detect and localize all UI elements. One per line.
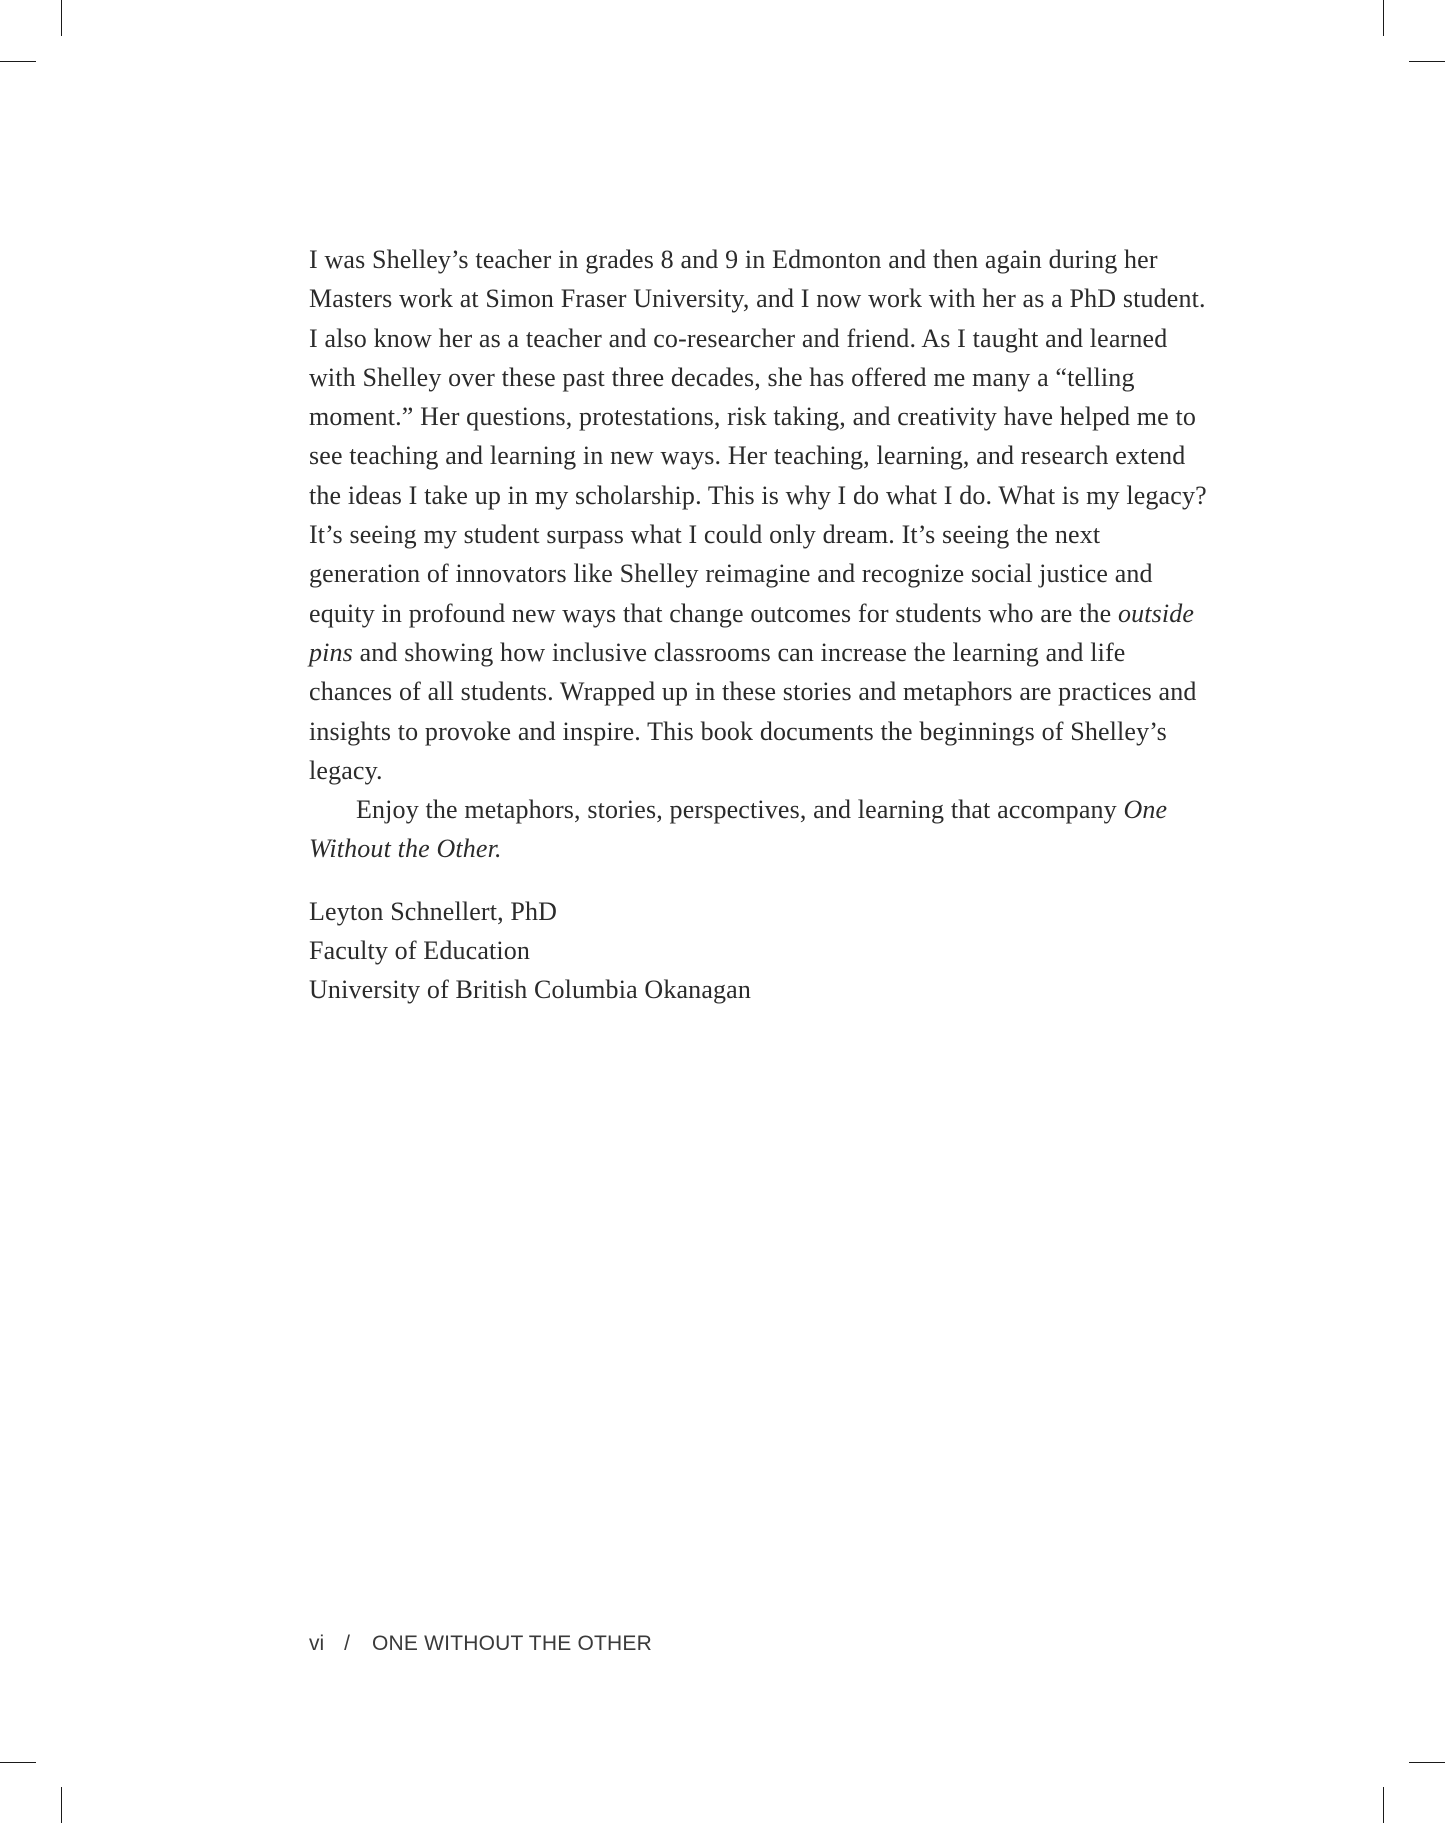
paragraph-1-italic-term: outside pins: [309, 598, 1195, 667]
footer-separator: /: [344, 1632, 351, 1655]
crop-mark-top-left-vertical: [61, 0, 62, 36]
body-paragraph-1: [309, 240, 1209, 790]
page-number: vi: [309, 1632, 325, 1655]
crop-mark-bottom-right-horizontal: [1409, 1762, 1445, 1763]
book-title: One Without the Other.: [309, 795, 1168, 864]
signature-institution: University of British Columbia Okanagan: [309, 975, 752, 1005]
crop-mark-bottom-left-vertical: [61, 1787, 62, 1823]
paragraph-2-text: Enjoy the metaphors, stories, perspectives, and learning that accompany: [356, 795, 1124, 825]
page-footer: [309, 1632, 652, 1656]
running-title: ONE WITHOUT THE OTHER: [372, 1632, 652, 1655]
signature-department: Faculty of Education: [309, 936, 531, 966]
signature-block: [309, 892, 1209, 1010]
crop-mark-top-right-vertical: [1383, 0, 1384, 36]
crop-mark-bottom-right-vertical: [1383, 1787, 1384, 1823]
page-body: [309, 240, 1209, 1010]
crop-mark-bottom-left-horizontal: [0, 1762, 36, 1763]
crop-mark-top-left-horizontal: [0, 61, 36, 62]
signature-name: Leyton Schnellert, PhD: [309, 896, 558, 926]
body-paragraph-2: [309, 790, 1209, 869]
paragraph-1-text-b: and showing how inclusive classrooms can increase the learning and life chances of all students. Wrapped up in these stories and metaphors are practices and insights to provoke and inspire. This book documents the beginnings of Shelley’s legacy.: [309, 637, 1197, 785]
paragraph-1-text-a: I was Shelley’s teacher in grades 8 and 9 in Edmonton and then again during her Masters work at Simon Fraser University, and I now work with her as a PhD student. I also know her as a teacher and co-researcher and friend. As I taught and learned with Shelley over these past three decades, she has offered me many a “telling moment.” Her questions, protestations, risk taking, and creativity have helped me to see teaching and learning in new ways. Her teaching, learning, and research extend the ideas I take up in my scholarship. This is why I do what I do. What is my legacy? It’s seeing my student surpass what I could only dream. It’s seeing the next generation of innovators like Shelley reimagine and recognize social justice and equity in profound new ways that change outcomes for students who are the: [309, 245, 1207, 628]
crop-mark-top-right-horizontal: [1409, 61, 1445, 62]
